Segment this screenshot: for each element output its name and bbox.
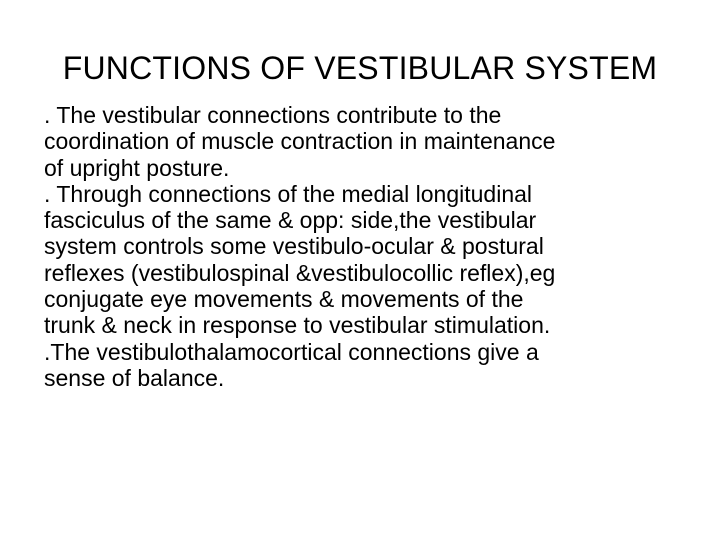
- body-line: coordination of muscle contraction in maintenance: [44, 128, 556, 155]
- body-line: sense of balance.: [44, 364, 225, 391]
- slide-body: [44, 102, 684, 391]
- body-line: trunk & neck in response to vestibular stimulation.: [44, 312, 551, 339]
- body-line: system controls some vestibulo-ocular & postural: [44, 233, 544, 260]
- slide-title: FUNCTIONS OF VESTIBULAR SYSTEM: [62, 50, 658, 86]
- body-line: of upright posture.: [44, 154, 230, 181]
- body-line: reflexes (vestibulospinal &vestibulocollic reflex),eg: [44, 259, 556, 286]
- body-line: . Through connections of the medial longitudinal: [44, 180, 533, 207]
- body-line: . The vestibular connections contribute to the: [44, 102, 502, 128]
- body-line: fasciculus of the same & opp: side,the vestibular: [44, 207, 537, 234]
- body-line: conjugate eye movements & movements of the: [44, 286, 524, 313]
- body-line: .The vestibulothalamocortical connections give a: [44, 338, 539, 365]
